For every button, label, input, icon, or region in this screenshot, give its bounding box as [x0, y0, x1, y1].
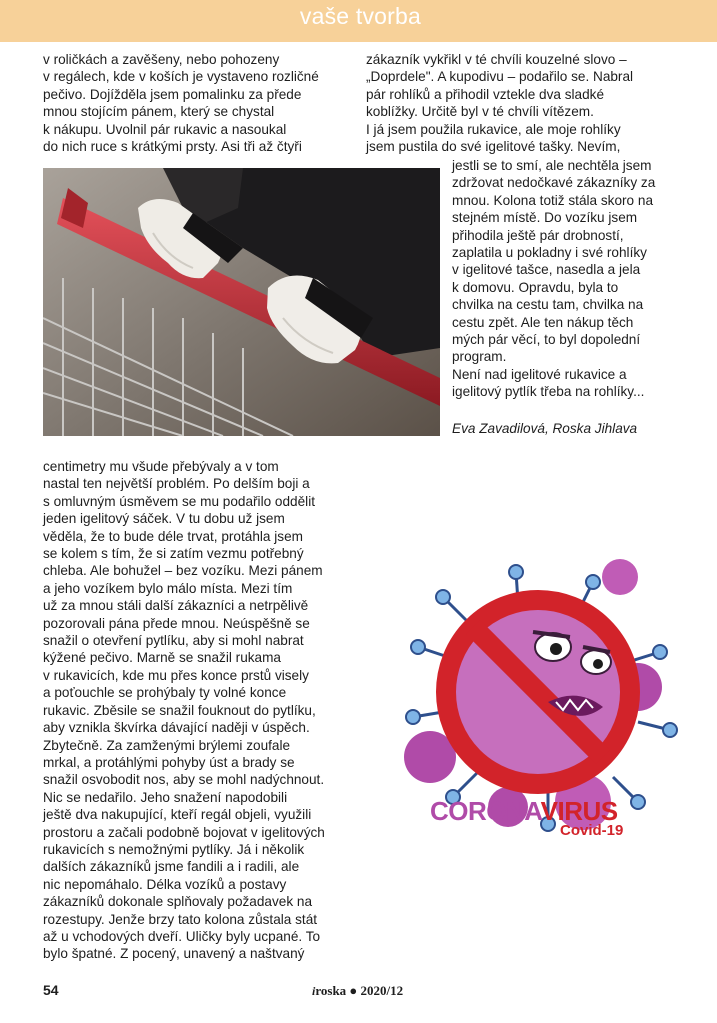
text-line: rukavicích s nemožnými pytlíky. Já i několik: [43, 841, 305, 857]
text-line: do nich ruce s krátkými prsty. Asi tři až čtyři: [43, 139, 302, 155]
text-line: cestu zpět. Ale ten nákup těch: [452, 314, 634, 330]
text-line: jsem pustila do své igelitové tašky. Nevím,: [366, 139, 621, 155]
text-line: snažil o otevření pytlíku, aby si mohl nabrat: [43, 633, 304, 649]
text-line: s omluvným úsměvem se mu podařilo oddělit: [43, 493, 315, 509]
text-line: zaplatila u pokladny i své rohlíky: [452, 245, 647, 261]
text-line: koblížky. Určitě byl v té chvíli vítězem.: [366, 104, 594, 120]
text-line: I já jsem použila rukavice, ale moje rohlíky: [366, 121, 621, 137]
text-line: ještě dva nakupující, kteří regál objeli, využili: [43, 807, 312, 823]
corona-text: CORONA: [430, 796, 541, 826]
text-line: snažil osvobodit nos, aby se mohl nadýchnout.: [43, 772, 325, 788]
issue-number: 2020/12: [360, 983, 404, 998]
text-line: aby vznikla škvírka dávající naději v úspěch.: [43, 720, 310, 736]
text-line: a poťouchle se prohýbaly ty volné konce: [43, 685, 287, 701]
text-line: Nic se nedařilo. Jeho snažení napodobili: [43, 789, 288, 805]
text-line: mých pár věcí, to byl dopolední: [452, 332, 641, 348]
col2-wrap-text: [452, 157, 655, 401]
text-line: Zbytečně. Za zamženými brýlemi zoufale: [43, 737, 291, 753]
author-signature: Eva Zavadilová, Roska Jihlava: [452, 421, 638, 436]
text-line: centimetry mu všude přebývaly a v tom: [43, 459, 279, 474]
text-line: program.: [452, 349, 507, 365]
text-line: rukavic. Zběsile se snažil fouknout do pytlíku,: [43, 702, 316, 718]
text-line: chvilka na cestu tam, chvilka na: [452, 297, 644, 313]
text-line: v igelitové tašce, nasedla a jela: [452, 262, 641, 278]
text-line: mrkal, a protáhlými pohyby úst a brady se: [43, 754, 295, 770]
text-line: rozestupy. Jenže brzy tato kolona zůstala stát: [43, 911, 318, 927]
text-line: zákazník vykřikl v té chvíli kouzelné slovo –: [366, 52, 627, 67]
text-line: už za mnou stáli další zákazníci a netrpělivě: [43, 598, 309, 614]
text-line: věděla, že to bude déle trvat, protáhla jsem: [43, 528, 303, 544]
text-line: „Doprdele". A kupodivu – podařilo se. Nabral: [366, 69, 634, 85]
section-title: vaše tvorba: [299, 3, 421, 29]
magazine-brand-i: i: [312, 984, 316, 998]
text-line: přihodila ještě pár drobností,: [452, 227, 624, 243]
text-line: k domovu. Opravdu, byla to: [452, 279, 619, 295]
text-line: a jeho vozíkem bylo málo místa. Mezi tím: [43, 580, 293, 596]
text-line: mnou. Kolona totiž stála skoro na: [452, 192, 653, 208]
magazine-brand-name: roska: [315, 983, 347, 998]
coronavirus-logo: [430, 796, 670, 839]
text-line: Není nad igelitové rukavice a: [452, 366, 627, 382]
text-line: zdržovat nedočkavé zákazníky za: [452, 175, 656, 191]
text-line: bylo špatné. Z pocený, unavený a naštvaný: [43, 946, 305, 962]
magazine-footer: [312, 983, 403, 999]
text-line: dalších zákazníků jsme fandili a i radili, ale: [43, 859, 300, 875]
text-line: pozorovali pána přede mnou. Neúspěšně se: [43, 615, 310, 631]
col1-top-text: [43, 51, 319, 155]
text-line: kýžené pečivo. Marně se snažil rukama: [43, 650, 281, 666]
text-line: igelitový pytlík třeba na rohlíky...: [452, 384, 645, 400]
text-line: mnou stojícím pánem, který se chystal: [43, 104, 275, 120]
text-line: pečivo. Dojížděla jsem pomalinku za přede: [43, 86, 302, 102]
footer-bullet: ●: [349, 983, 358, 998]
text-line: jeden igelitový sáček. V tu dobu už jsem: [43, 511, 285, 527]
page-number: 54: [43, 982, 59, 998]
col1-bottom-text: [43, 458, 325, 963]
text-line: v roličkách a zavěšeny, nebo pohozeny: [43, 52, 280, 67]
text-line: v regálech, kde v koších je vystaveno rozličné: [43, 69, 319, 85]
virus-text: VIRUS: [540, 796, 618, 826]
coronavirus-illustration: [398, 552, 698, 852]
shopping-cart-photo: [43, 168, 440, 436]
text-line: zákazníků dokonale splňovaly požadavek na: [43, 894, 313, 910]
text-line: stejném místě. Do vozíku jsem: [452, 210, 638, 226]
text-line: až u vchodových dveří. Uličky byly ucpané. To: [43, 928, 321, 944]
text-line: nic nepomáhalo. Délka vozíků a postavy: [43, 876, 287, 892]
col2-top-text: [366, 51, 633, 155]
covid-text: Covid-19: [560, 822, 624, 839]
section-header: [0, 0, 717, 42]
text-line: k nákupu. Uvolnil pár rukavic a nasoukal: [43, 121, 287, 137]
text-line: nastal ten největší problém. Po delším boji a: [43, 476, 310, 492]
text-line: se kolem s tím, že si zatím vezmu potřebný: [43, 546, 304, 562]
text-line: jestli se to smí, ale nechtěla jsem: [452, 158, 652, 173]
text-line: chleba. Ale bohužel – bez vozíku. Mezi pánem: [43, 563, 323, 579]
text-line: prostoru a začali podobně bojovat v igelitových: [43, 824, 325, 840]
text-line: v rukavicích, kde mu přes konce prstů visely: [43, 667, 309, 683]
text-line: pár rohlíků a přihodil vztekle dva sladké: [366, 86, 605, 102]
